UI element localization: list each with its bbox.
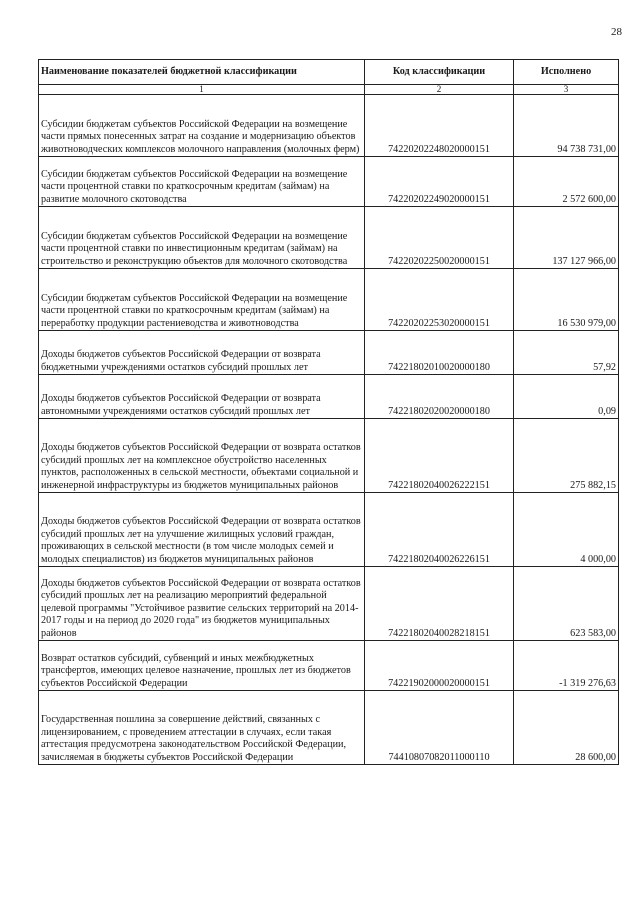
row-code: 74220202248020000151 bbox=[365, 95, 514, 157]
table-row bbox=[39, 375, 619, 419]
table-row bbox=[39, 157, 619, 207]
row-code: 74221802010020000180 bbox=[365, 331, 514, 375]
row-code: 74221802040028218151 bbox=[365, 567, 514, 641]
row-value: 28 600,00 bbox=[514, 691, 619, 765]
budget-table bbox=[38, 59, 619, 765]
table-row bbox=[39, 691, 619, 765]
row-value: 275 882,15 bbox=[514, 419, 619, 493]
table-row bbox=[39, 419, 619, 493]
row-value: 57,92 bbox=[514, 331, 619, 375]
row-code: 74220202249020000151 bbox=[365, 157, 514, 207]
row-name: Субсидии бюджетам субъектов Российской Федерации на возмещение части процентной ставки по краткосрочным кредитам (займам) на переработку продукции растениеводства и животноводства bbox=[39, 269, 365, 331]
row-code: 74220202250020000151 bbox=[365, 207, 514, 269]
row-name: Субсидии бюджетам субъектов Российской Федерации на возмещение части прямых понесенных затрат на создание и модернизацию объектов животноводческих комплексов молочного направления (молочных ферм) bbox=[39, 95, 365, 157]
row-value: 2 572 600,00 bbox=[514, 157, 619, 207]
column-number-row bbox=[39, 85, 619, 95]
row-name: Доходы бюджетов субъектов Российской Федерации от возврата остатков субсидий прошлых лет на улучшение жилищных условий граждан, проживающих в сельской местности (в том числе молодых семей и молодых специалистов) из бюджетов муниципальных районов bbox=[39, 493, 365, 567]
table-row bbox=[39, 331, 619, 375]
row-code: 74221802040026222151 bbox=[365, 419, 514, 493]
row-name: Государственная пошлина за совершение действий, связанных с лицензированием, с проведением аттестации в случаях, если такая аттестация предусмотрена законодательством Российской Федерации, зачисляемая в бюджеты субъектов Российской Федерации bbox=[39, 691, 365, 765]
row-value: 4 000,00 bbox=[514, 493, 619, 567]
row-name: Субсидии бюджетам субъектов Российской Федерации на возмещение части процентной ставки по краткосрочным кредитам (займам) на развитие молочного скотоводства bbox=[39, 157, 365, 207]
row-code: 74221802040026226151 bbox=[365, 493, 514, 567]
row-value: 16 530 979,00 bbox=[514, 269, 619, 331]
page-number: 28 bbox=[611, 26, 622, 38]
table-row bbox=[39, 641, 619, 691]
header-value: Исполнено bbox=[514, 60, 619, 85]
table-row bbox=[39, 493, 619, 567]
row-value: -1 319 276,63 bbox=[514, 641, 619, 691]
row-code: 74410807082011000110 bbox=[365, 691, 514, 765]
row-code: 74221902000020000151 bbox=[365, 641, 514, 691]
row-name: Субсидии бюджетам субъектов Российской Федерации на возмещение части процентной ставки по инвестиционным кредитам (займам) на строительство и реконструкцию объектов для молочного скотоводства bbox=[39, 207, 365, 269]
row-code: 74220202253020000151 bbox=[365, 269, 514, 331]
row-value: 137 127 966,00 bbox=[514, 207, 619, 269]
column-number-3: 3 bbox=[514, 85, 619, 95]
row-value: 623 583,00 bbox=[514, 567, 619, 641]
row-value: 94 738 731,00 bbox=[514, 95, 619, 157]
row-name: Возврат остатков субсидий, субвенций и иных межбюджетных трансфертов, имеющих целевое назначение, прошлых лет из бюджетов субъектов Российской Федерации bbox=[39, 641, 365, 691]
row-name: Доходы бюджетов субъектов Российской Федерации от возврата бюджетными учреждениями остатков субсидий прошлых лет bbox=[39, 331, 365, 375]
table-row bbox=[39, 207, 619, 269]
table-row bbox=[39, 95, 619, 157]
header-name: Наименование показателей бюджетной классификации bbox=[39, 60, 365, 85]
table-row bbox=[39, 269, 619, 331]
header-code: Код классификации bbox=[365, 60, 514, 85]
row-name: Доходы бюджетов субъектов Российской Федерации от возврата остатков субсидий прошлых лет на комплексное обустройство населенных пунктов, расположенных в сельской местности, объектами социальной и инженерной инфраструктуры из бюджетов муниципальных районов bbox=[39, 419, 365, 493]
header-row bbox=[39, 60, 619, 85]
row-value: 0,09 bbox=[514, 375, 619, 419]
row-name: Доходы бюджетов субъектов Российской Федерации от возврата остатков субсидий прошлых лет на реализацию мероприятий федеральной целевой программы "Устойчивое развитие сельских территорий на 2014-2017 годы и на период до 2020 года" из бюджетов муниципальных районов bbox=[39, 567, 365, 641]
table-row bbox=[39, 567, 619, 641]
column-number-1: 1 bbox=[39, 85, 365, 95]
column-number-2: 2 bbox=[365, 85, 514, 95]
row-code: 74221802020020000180 bbox=[365, 375, 514, 419]
row-name: Доходы бюджетов субъектов Российской Федерации от возврата автономными учреждениями остатков субсидий прошлых лет bbox=[39, 375, 365, 419]
